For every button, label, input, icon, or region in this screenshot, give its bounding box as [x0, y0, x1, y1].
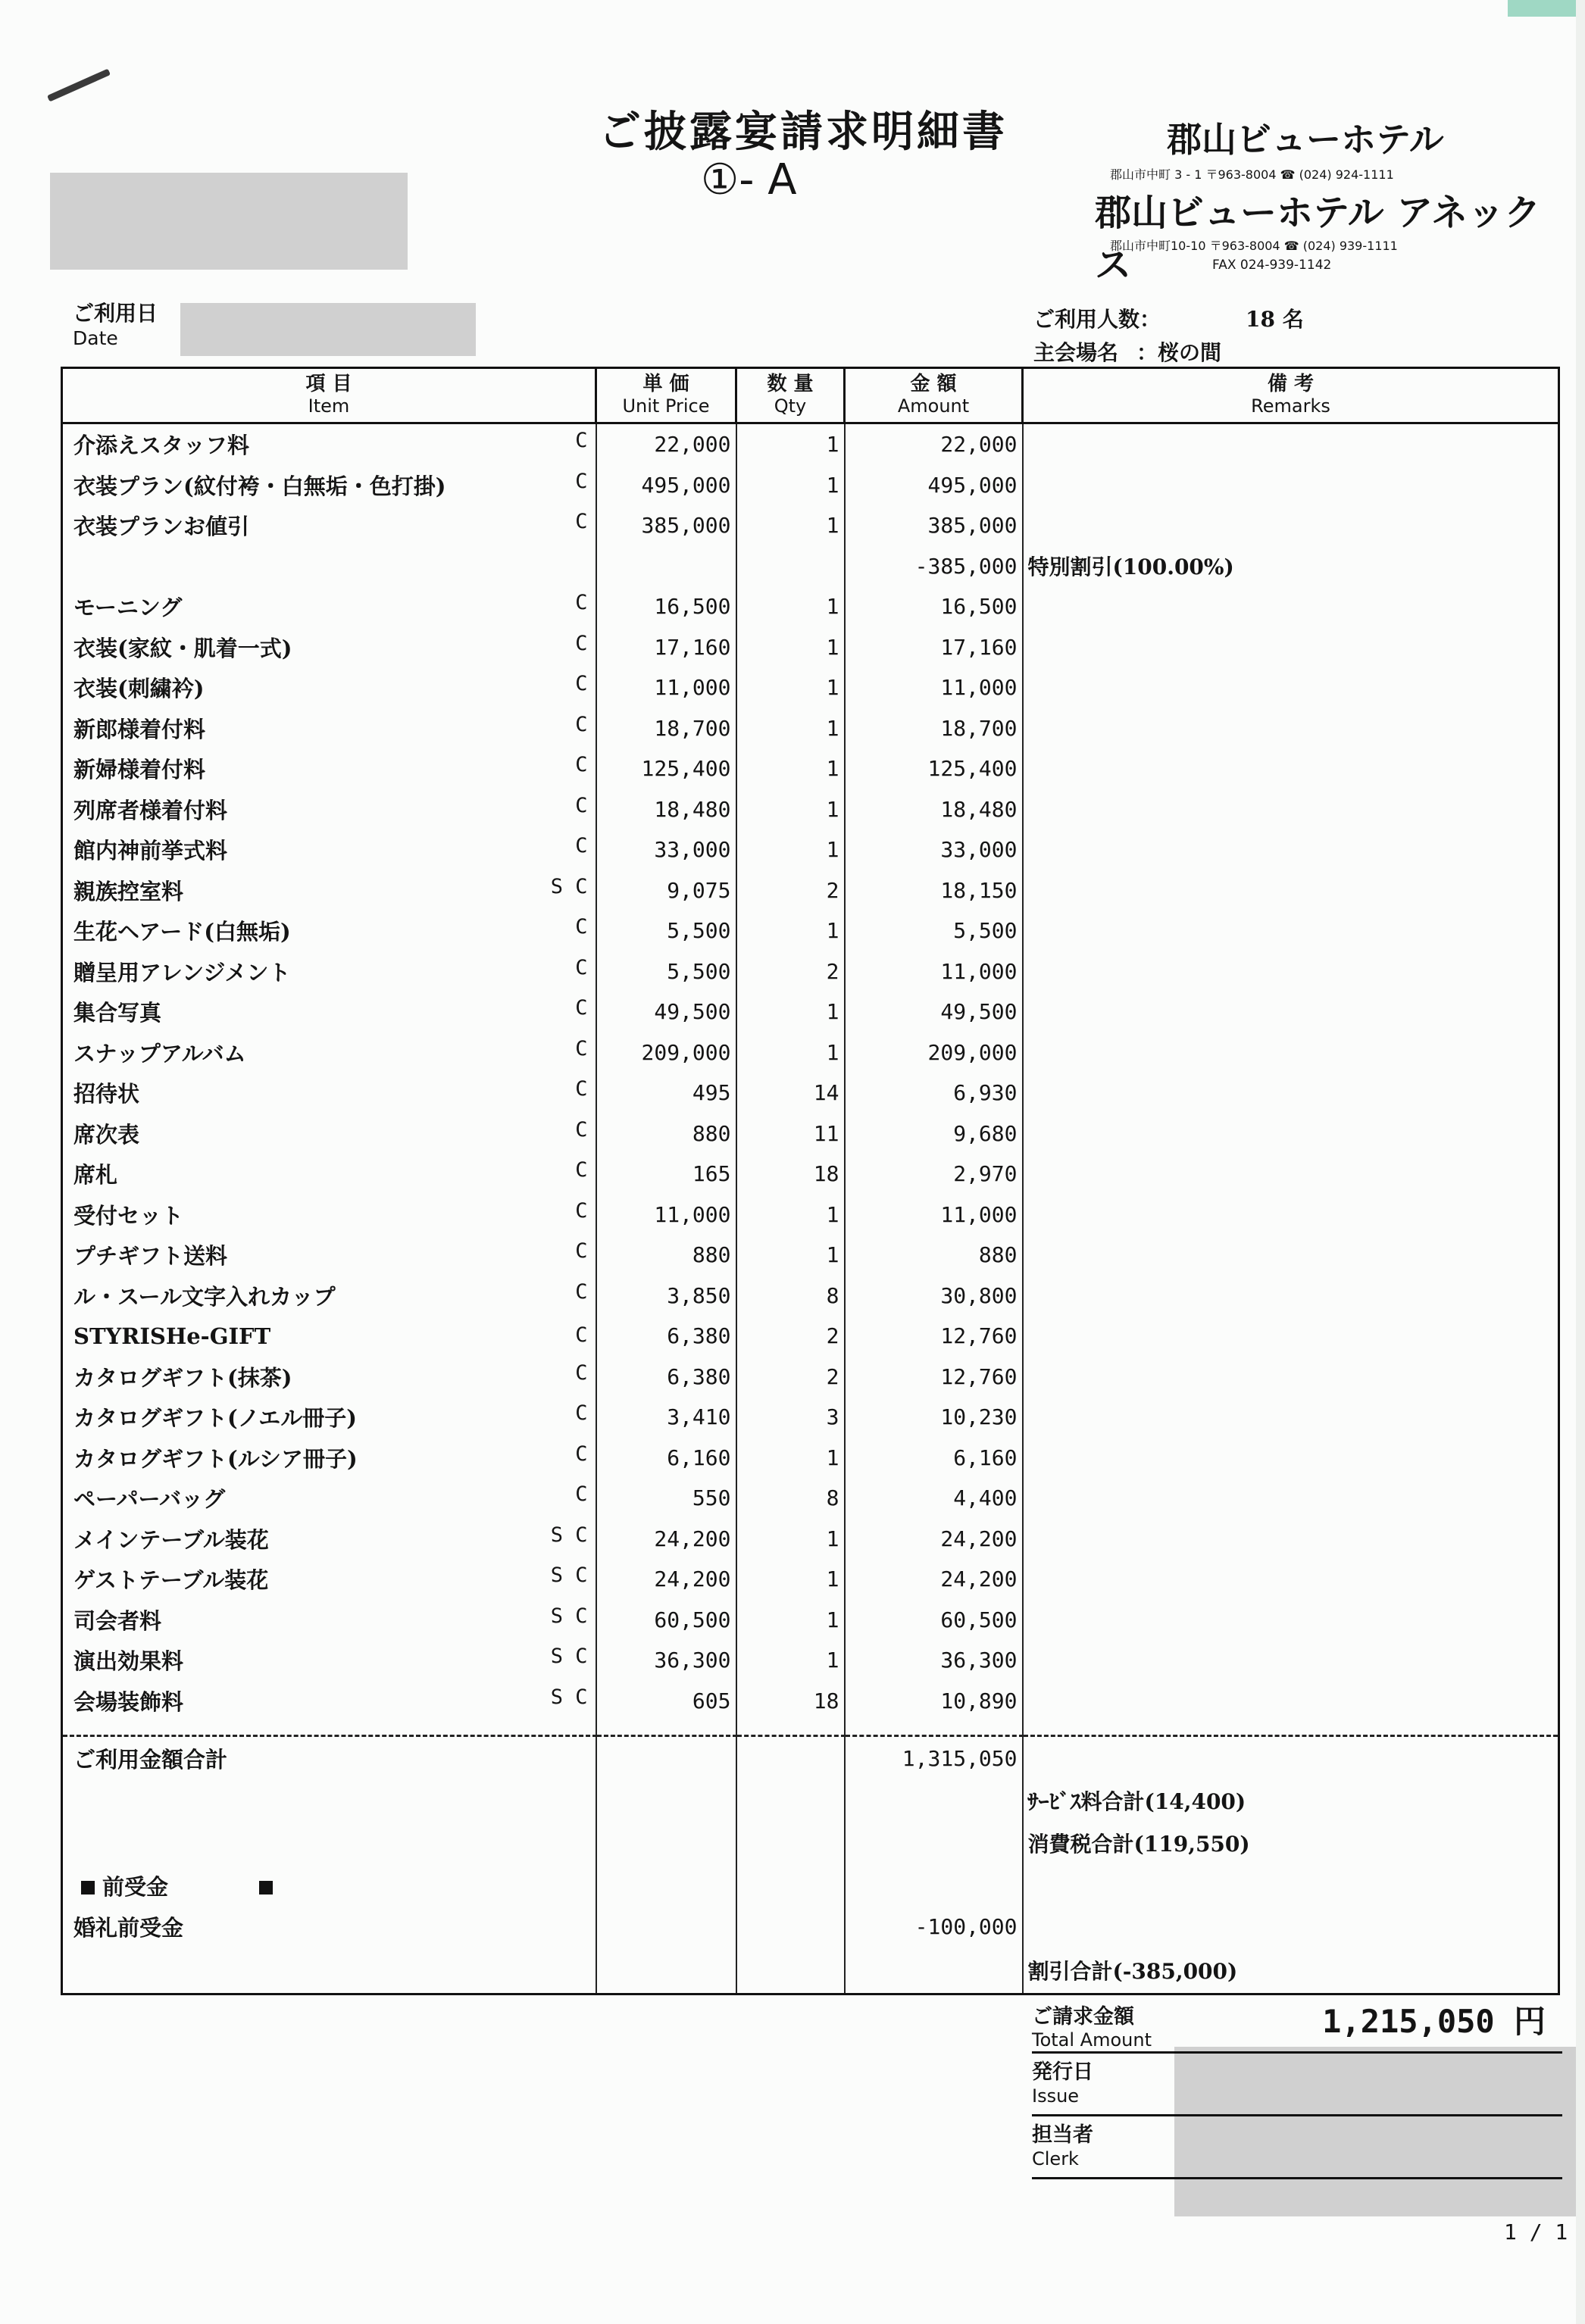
item-code: C: [575, 1360, 588, 1385]
item-amount: 385,000: [845, 505, 1023, 546]
item-price: 24,200: [596, 1559, 736, 1600]
item-name: プチギフト送料: [73, 1243, 228, 1270]
item-remark: [1023, 1640, 1559, 1681]
table-row: [62, 1397, 1559, 1438]
table-row: [62, 1276, 1559, 1317]
item-name: ペーパーバッグ: [73, 1486, 226, 1513]
item-name: 親族控室料: [73, 878, 184, 904]
item-qty: 14: [736, 1073, 845, 1114]
item-amount: 24,200: [845, 1559, 1023, 1600]
item-remark: [1023, 1438, 1559, 1479]
item-price: 880: [596, 1114, 736, 1154]
item-name: 集合写真: [73, 1000, 162, 1026]
table-row: [62, 748, 1559, 789]
item-price: 165: [596, 1154, 736, 1195]
table-row: [62, 951, 1559, 992]
item-qty: 18: [736, 1154, 845, 1195]
hotel-annex-address: 郡山市中町10-10 〒963-8004 ☎ (024) 939-1111: [1110, 239, 1398, 253]
item-code: C: [575, 1239, 588, 1264]
date-label: ご利用日: [73, 301, 158, 326]
item-remark: [1023, 1195, 1559, 1235]
item-name: 新婦様着付料: [73, 757, 206, 783]
item-remark: [1023, 1316, 1559, 1357]
item-qty: 8: [736, 1478, 845, 1519]
table-row: [62, 1600, 1559, 1641]
item-qty: 2: [736, 951, 845, 992]
item-amount: 209,000: [845, 1032, 1023, 1073]
item-name: ゲストテーブル装花: [73, 1567, 269, 1594]
table-row: [62, 992, 1559, 1032]
item-qty: 1: [736, 789, 845, 830]
guests-value: 18 名: [1246, 307, 1304, 332]
item-qty: [736, 546, 845, 587]
item-code: S C: [550, 1604, 588, 1628]
item-remark: [1023, 992, 1559, 1032]
item-amount: 18,700: [845, 708, 1023, 749]
item-price: 5,500: [596, 951, 736, 992]
item-name: 衣装(刺繍衿): [73, 676, 205, 702]
item-qty: 3: [736, 1397, 845, 1438]
item-remark: [1023, 627, 1559, 668]
item-price: 17,160: [596, 627, 736, 668]
item-code: S C: [550, 874, 588, 898]
item-qty: 1: [736, 586, 845, 627]
item-price: 18,480: [596, 789, 736, 830]
table-row: [62, 1316, 1559, 1357]
tax-total-row: [62, 1822, 1559, 1864]
item-price: 209,000: [596, 1032, 736, 1073]
item-amount: 60,500: [845, 1600, 1023, 1641]
item-remark: [1023, 911, 1559, 951]
table-row: [62, 1195, 1559, 1235]
issue-label: 発行日 Issue: [1032, 2060, 1093, 2107]
item-code: C: [575, 1077, 588, 1101]
item-code: C: [575, 1442, 588, 1466]
table-row: [62, 789, 1559, 830]
item-qty: 1: [736, 1559, 845, 1600]
item-amount: 33,000: [845, 829, 1023, 870]
item-qty: 2: [736, 1357, 845, 1398]
total-amount-row: [1032, 1985, 1562, 2054]
table-row: [62, 1032, 1559, 1073]
item-price: 550: [596, 1478, 736, 1519]
item-code: C: [575, 955, 588, 979]
item-name: モーニング: [73, 595, 183, 621]
item-code: C: [575, 1117, 588, 1142]
hotel-address: 郡山市中町 3 - 1 〒963-8004 ☎ (024) 924-1111: [1110, 167, 1394, 182]
item-remark: [1023, 505, 1559, 546]
table-row: [62, 1438, 1559, 1479]
header-remarks: 備 考 Remarks: [1023, 368, 1559, 423]
table-row: [62, 505, 1559, 546]
item-qty: 1: [736, 423, 845, 465]
item-remark: [1023, 829, 1559, 870]
handwritten-note: ①- A: [701, 155, 797, 205]
item-name: 会場装飾料: [73, 1688, 184, 1715]
item-code: S C: [550, 1523, 588, 1547]
item-code: C: [575, 672, 588, 696]
item-qty: 1: [736, 627, 845, 668]
item-name: カタログギフト(ルシア冊子): [73, 1445, 358, 1472]
item-qty: 1: [736, 708, 845, 749]
item-price: 6,380: [596, 1316, 736, 1357]
item-amount: 36,300: [845, 1640, 1023, 1681]
item-price: 11,000: [596, 1195, 736, 1235]
item-amount: 11,000: [845, 951, 1023, 992]
item-name: ル・スール文字入れカップ: [73, 1283, 336, 1310]
item-name: 席札: [73, 1162, 118, 1189]
table-row: [62, 1073, 1559, 1114]
item-code: S C: [550, 1685, 588, 1709]
item-qty: 1: [736, 1438, 845, 1479]
separator-row: [62, 1721, 1559, 1736]
item-amount: 12,760: [845, 1357, 1023, 1398]
item-qty: 1: [736, 1600, 845, 1641]
item-name: 演出効果料: [73, 1648, 184, 1675]
item-code: C: [575, 469, 588, 493]
advance-header: 前受金: [67, 1870, 280, 1901]
item-amount: 6,930: [845, 1073, 1023, 1114]
item-code: C: [575, 1401, 588, 1426]
item-price: 605: [596, 1681, 736, 1722]
invoice-table: [61, 367, 1560, 1995]
item-name: STYRISHe-GIFT: [73, 1323, 271, 1349]
item-price: 3,410: [596, 1397, 736, 1438]
item-remark: [1023, 789, 1559, 830]
item-amount: 880: [845, 1235, 1023, 1276]
item-name: 列席者様着付料: [73, 797, 228, 823]
item-price: 33,000: [596, 829, 736, 870]
usage-total-value: 1,315,050: [845, 1736, 1023, 1780]
header-qty: 数 量 Qty: [736, 368, 845, 423]
table-row: [62, 1681, 1559, 1722]
item-remark: [1023, 423, 1559, 465]
item-name: 司会者料: [73, 1607, 162, 1634]
total-amount-label: ご請求金額 Total Amount: [1032, 2004, 1152, 2051]
item-code: C: [575, 591, 588, 615]
item-name: 受付セット: [73, 1202, 184, 1229]
item-code: C: [575, 793, 588, 817]
item-qty: 1: [736, 748, 845, 789]
item-qty: 1: [736, 1032, 845, 1073]
table-row: [62, 1640, 1559, 1681]
item-price: 495,000: [596, 465, 736, 506]
item-code: C: [575, 834, 588, 858]
item-code: C: [575, 1323, 588, 1347]
item-remark: [1023, 1235, 1559, 1276]
item-price: 5,500: [596, 911, 736, 951]
item-name: 贈呈用アレンジメント: [73, 959, 291, 986]
item-price: [596, 546, 736, 587]
item-qty: 1: [736, 667, 845, 708]
item-qty: 2: [736, 870, 845, 911]
item-remark: [1023, 748, 1559, 789]
item-qty: 1: [736, 911, 845, 951]
item-code: C: [575, 915, 588, 939]
square-bullet-icon: [259, 1881, 273, 1894]
item-code: C: [575, 510, 588, 534]
item-code: C: [575, 996, 588, 1020]
item-remark: [1023, 1357, 1559, 1398]
item-amount: 49,500: [845, 992, 1023, 1032]
table-row: [62, 627, 1559, 668]
item-name: 席次表: [73, 1121, 140, 1148]
item-amount: 10,230: [845, 1397, 1023, 1438]
clerk-label: 担当者 Clerk: [1032, 2123, 1093, 2169]
item-qty: 18: [736, 1681, 845, 1722]
item-qty: 8: [736, 1276, 845, 1317]
item-name: カタログギフト(抹茶): [73, 1364, 292, 1391]
table-row: [62, 586, 1559, 627]
table-row: [62, 829, 1559, 870]
item-qty: 1: [736, 465, 845, 506]
item-amount: 11,000: [845, 667, 1023, 708]
table-row: [62, 1154, 1559, 1195]
item-qty: 1: [736, 829, 845, 870]
item-name: 衣装プランお値引: [73, 514, 250, 540]
item-remark: [1023, 667, 1559, 708]
table-row: [62, 1559, 1559, 1600]
item-name: 生花ヘアード(白無垢): [73, 919, 291, 945]
item-remark: [1023, 1276, 1559, 1317]
item-amount: 2,970: [845, 1154, 1023, 1195]
item-amount: 125,400: [845, 748, 1023, 789]
wedding-advance-label: 婚礼前受金: [73, 1915, 184, 1941]
wedding-advance-value: -100,000: [845, 1907, 1023, 1948]
item-price: 11,000: [596, 667, 736, 708]
page-number: 1 / 1: [1504, 2219, 1568, 2244]
discount-total: 割引合計(-385,000): [1023, 1948, 1559, 1994]
item-price: 495: [596, 1073, 736, 1114]
usage-total-row: [62, 1736, 1559, 1780]
item-code: S C: [550, 1563, 588, 1588]
item-price: 6,380: [596, 1357, 736, 1398]
venue-value: ：桜の間: [1136, 340, 1222, 365]
item-remark: [1023, 1032, 1559, 1073]
item-code: C: [575, 753, 588, 777]
item-code: C: [575, 1482, 588, 1507]
item-amount: -385,000: [845, 546, 1023, 587]
redacted-date: [180, 303, 476, 356]
item-name: 介添えスタッフ料: [73, 433, 250, 459]
item-qty: 11: [736, 1114, 845, 1154]
item-code: C: [575, 1036, 588, 1060]
advance-header-row: [62, 1864, 1559, 1907]
item-remark: [1023, 870, 1559, 911]
item-remark: [1023, 465, 1559, 506]
item-price: 36,300: [596, 1640, 736, 1681]
item-price: 6,160: [596, 1438, 736, 1479]
item-remark: [1023, 1600, 1559, 1641]
item-amount: 30,800: [845, 1276, 1023, 1317]
item-remark: [1023, 1114, 1559, 1154]
item-amount: 18,480: [845, 789, 1023, 830]
item-remark: [1023, 1519, 1559, 1560]
table-row: [62, 546, 1559, 587]
item-price: 9,075: [596, 870, 736, 911]
item-remark: [1023, 951, 1559, 992]
hotel-name: 郡山ビューホテル: [1167, 119, 1444, 160]
item-qty: 1: [736, 505, 845, 546]
item-price: 24,200: [596, 1519, 736, 1560]
hotel-fax: FAX 024-939-1142: [1212, 258, 1332, 273]
item-amount: 24,200: [845, 1519, 1023, 1560]
item-amount: 5,500: [845, 911, 1023, 951]
header-amount: 金 額 Amount: [845, 368, 1023, 423]
total-amount-box: [1032, 1985, 1562, 2179]
item-price: 125,400: [596, 748, 736, 789]
item-remark: [1023, 1397, 1559, 1438]
table-row: [62, 423, 1559, 465]
item-amount: 16,500: [845, 586, 1023, 627]
venue-label: 主会場名: [1033, 340, 1119, 365]
item-price: 3,850: [596, 1276, 736, 1317]
table-row: [62, 667, 1559, 708]
item-qty: 1: [736, 1640, 845, 1681]
item-amount: 6,160: [845, 1438, 1023, 1479]
table-row: [62, 708, 1559, 749]
table-row: [62, 465, 1559, 506]
item-amount: 4,400: [845, 1478, 1023, 1519]
item-remark: [1023, 1559, 1559, 1600]
item-name: 衣装プラン(紋付袴・白無垢・色打掛): [73, 473, 446, 499]
item-name: メインテーブル装花: [73, 1526, 269, 1553]
item-name: 新郎様着付料: [73, 716, 206, 742]
item-price: 18,700: [596, 708, 736, 749]
document-title: ご披露宴請求明細書: [599, 107, 1008, 157]
item-amount: 12,760: [845, 1316, 1023, 1357]
table-row: [62, 911, 1559, 951]
item-price: 22,000: [596, 423, 736, 465]
table-header-row: [62, 368, 1559, 423]
service-total-row: [62, 1779, 1559, 1822]
item-qty: 1: [736, 1519, 845, 1560]
service-total: ｻｰﾋﾞｽ料合計(14,400): [1023, 1779, 1559, 1822]
item-qty: 2: [736, 1316, 845, 1357]
item-qty: 1: [736, 1235, 845, 1276]
wedding-advance-row: [62, 1907, 1559, 1948]
guests-label: ご利用人数：: [1033, 307, 1161, 332]
item-remark: [1023, 1073, 1559, 1114]
item-price: 880: [596, 1235, 736, 1276]
item-code: C: [575, 631, 588, 655]
item-amount: 9,680: [845, 1114, 1023, 1154]
item-remark: [1023, 586, 1559, 627]
item-amount: 10,890: [845, 1681, 1023, 1722]
table-row: [62, 1235, 1559, 1276]
background-edge: [1508, 0, 1576, 17]
table-row: [62, 1478, 1559, 1519]
item-amount: 495,000: [845, 465, 1023, 506]
item-code: C: [575, 429, 588, 453]
item-price: 60,500: [596, 1600, 736, 1641]
item-code: C: [575, 1158, 588, 1182]
item-code: C: [575, 1279, 588, 1304]
item-amount: 17,160: [845, 627, 1023, 668]
table-row: [62, 1357, 1559, 1398]
item-name: 招待状: [73, 1081, 140, 1107]
table-row: [62, 1114, 1559, 1154]
redacted-customer-name: [50, 173, 408, 270]
table-row: [62, 870, 1559, 911]
clerk-row: [1032, 2116, 1562, 2179]
item-qty: 1: [736, 992, 845, 1032]
usage-total-label: ご利用金額合計: [73, 1746, 228, 1773]
header-unit-price: 単 価 Unit Price: [596, 368, 736, 423]
item-amount: 18,150: [845, 870, 1023, 911]
item-code: C: [575, 712, 588, 736]
item-remark: [1023, 708, 1559, 749]
issue-row: [1032, 2054, 1562, 2116]
item-remark: [1023, 1681, 1559, 1722]
item-remark: [1023, 1478, 1559, 1519]
item-code: S C: [550, 1645, 588, 1669]
item-name: 衣装(家紋・肌着一式): [73, 635, 292, 661]
item-price: 16,500: [596, 586, 736, 627]
item-name: カタログギフト(ノエル冊子): [73, 1405, 357, 1432]
header-item: 項 目 Item: [62, 368, 596, 423]
item-amount: 11,000: [845, 1195, 1023, 1235]
item-remark: 特別割引(100.00%): [1023, 546, 1559, 587]
item-qty: 1: [736, 1195, 845, 1235]
date-label-en: Date: [73, 327, 118, 349]
total-amount-value: 1,215,050 円: [1322, 2003, 1546, 2040]
table-row: [62, 1519, 1559, 1560]
pen-mark: [47, 68, 111, 102]
square-bullet-icon: [81, 1881, 95, 1894]
item-price: 49,500: [596, 992, 736, 1032]
item-code: C: [575, 1198, 588, 1223]
tax-total: 消費税合計(119,550): [1023, 1822, 1559, 1864]
hotel-annex-name: 郡山ビューホテル アネックス: [1095, 192, 1541, 286]
item-remark: [1023, 1154, 1559, 1195]
item-name: スナップアルバム: [73, 1040, 246, 1067]
item-amount: 22,000: [845, 423, 1023, 465]
item-price: 385,000: [596, 505, 736, 546]
item-name: 館内神前挙式料: [73, 838, 228, 864]
